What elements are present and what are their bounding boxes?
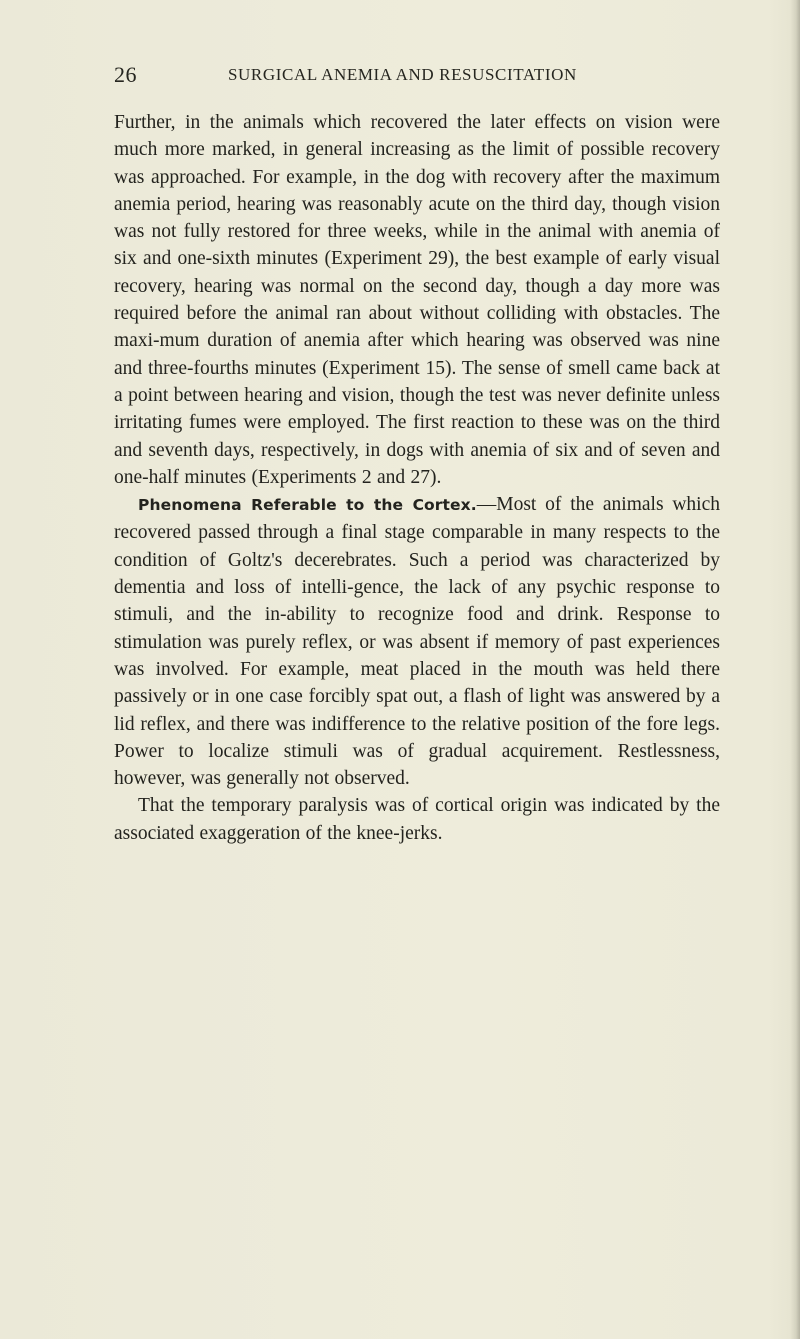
page-edge-shadow [790,0,800,1339]
running-head: SURGICAL ANEMIA AND RESUSCITATION [228,65,577,84]
paragraph-cortex-phenomena [114,491,720,792]
paragraph-cortex-text: —Most of the animals which recovered passed through a final stage comparable in many respects to the condition of Goltz's decerebrates. Such a period was characterized by dementia and loss of intelli-gence, the lack of any psychic response to stimuli, and the in-ability to recognize food and drink. Response to stimulation was purely reflex, or was absent if memory of past experiences was involved. For example, meat placed in the mouth was held there passively or in one case forcibly spat out, a flash of light was answered by a lid reflex, and there was indifference to the relative position of the fore legs. Power to localize stimuli was of gradual acquirement. Restlessness, however, was generally not observed. [114,494,721,790]
body-text [114,109,720,847]
paragraph-paralysis: That the temporary paralysis was of cortical origin was indicated by the associated exaggeration of the knee-jerks. [114,795,720,844]
page-header [114,62,714,92]
page-number: 26 [114,62,137,87]
paragraph-vision-recovery: Further, in the animals which recovered the later effects on vision were much more marked, in general increasing as the limit of possible recovery was approached. For example, in the dog with recovery after the maximum anemia period, hearing was reasonably acute on the third day, though vision was not fully restored for three weeks, while in the animal with anemia of six and one-sixth minutes (Experiment 29), the best example of early visual recovery, hearing was normal on the second day, though a day more was required before the animal ran about without colliding with obstacles. The maxi-mum duration of anemia after which hearing was observed was nine and three-fourths minutes (Experiment 15). The sense of smell came back at a point between hearing and vision, though the test was never definite unless irritating fumes were employed. The first reaction to these was on the third and seventh days, respectively, in dogs with anemia of six and of seven and one-half minutes (Experiments 2 and 27). [114,112,720,488]
section-heading: Phenomena Referable to the Cortex. [138,496,477,515]
